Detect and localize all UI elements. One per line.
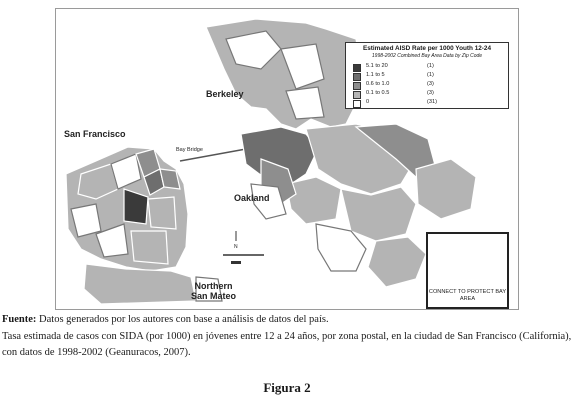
logo-caption: CONNECT TO PROTECT BAY AREA bbox=[428, 289, 507, 302]
label-bay-bridge: Bay Bridge bbox=[176, 147, 203, 153]
legend-range: 0.6 to 1.0 bbox=[366, 81, 390, 87]
legend-swatch bbox=[353, 91, 361, 99]
figure-caption bbox=[2, 312, 572, 362]
legend-range: 0.1 to 0.5 bbox=[366, 90, 390, 96]
caption-source-label: Fuente: bbox=[2, 314, 37, 325]
san-mateo-zip-region bbox=[84, 264, 196, 304]
legend-title: Estimated AISD Rate per 1000 Youth 12-24 bbox=[362, 45, 492, 52]
sf-zip-region bbox=[131, 231, 168, 264]
label-northern-san-mateo: Northern San Mateo bbox=[191, 281, 237, 301]
east-bay-zip-region bbox=[286, 177, 341, 224]
legend-swatch bbox=[353, 73, 361, 81]
label-oakland: Oakland bbox=[234, 193, 270, 203]
legend-item bbox=[353, 82, 503, 89]
scale-bar-block bbox=[231, 261, 241, 264]
east-bay-zip-region bbox=[206, 19, 361, 129]
east-bay-zip-region bbox=[368, 237, 426, 287]
legend-swatch bbox=[353, 64, 361, 72]
legend-range: 0 bbox=[366, 99, 370, 105]
legend-count: (1) bbox=[427, 72, 434, 78]
legend-item bbox=[353, 91, 503, 98]
legend-swatch bbox=[353, 100, 361, 108]
caption-description: Tasa estimada de casos con SIDA (por 1000) en jóvenes entre 12 a 24 años, por zona postal, en la ciudad de San Francisco (California), con datos de 1998-2002 (Geanuracos, 2007). bbox=[2, 330, 572, 358]
label-san-francisco: San Francisco bbox=[64, 129, 126, 139]
sf-zip-region bbox=[148, 197, 176, 229]
connect-to-protect-logo bbox=[426, 232, 509, 309]
legend-count: (3) bbox=[427, 90, 434, 96]
figure-label: Figura 2 bbox=[263, 380, 311, 395]
caption-source-text: Datos generados por los autores con base a análisis de datos del país. bbox=[36, 314, 329, 325]
map-legend bbox=[345, 42, 509, 109]
legend-item bbox=[353, 64, 503, 71]
legend-count: (3) bbox=[427, 81, 434, 87]
label-berkeley: Berkeley bbox=[206, 89, 244, 99]
legend-swatch bbox=[353, 82, 361, 90]
legend-range: 1.1 to 5 bbox=[366, 72, 385, 78]
east-bay-zip-region bbox=[416, 159, 476, 219]
legend-subtitle: 1998-2002 Combined Bay Area Data by Zip Code bbox=[371, 53, 483, 59]
legend-count: (31) bbox=[427, 99, 437, 105]
legend-item bbox=[353, 73, 503, 80]
legend-range: 5.1 to 20 bbox=[366, 63, 388, 69]
map-figure bbox=[55, 8, 519, 310]
legend-count: (1) bbox=[427, 63, 434, 69]
compass-label: N bbox=[234, 244, 238, 250]
legend-item bbox=[353, 100, 503, 107]
